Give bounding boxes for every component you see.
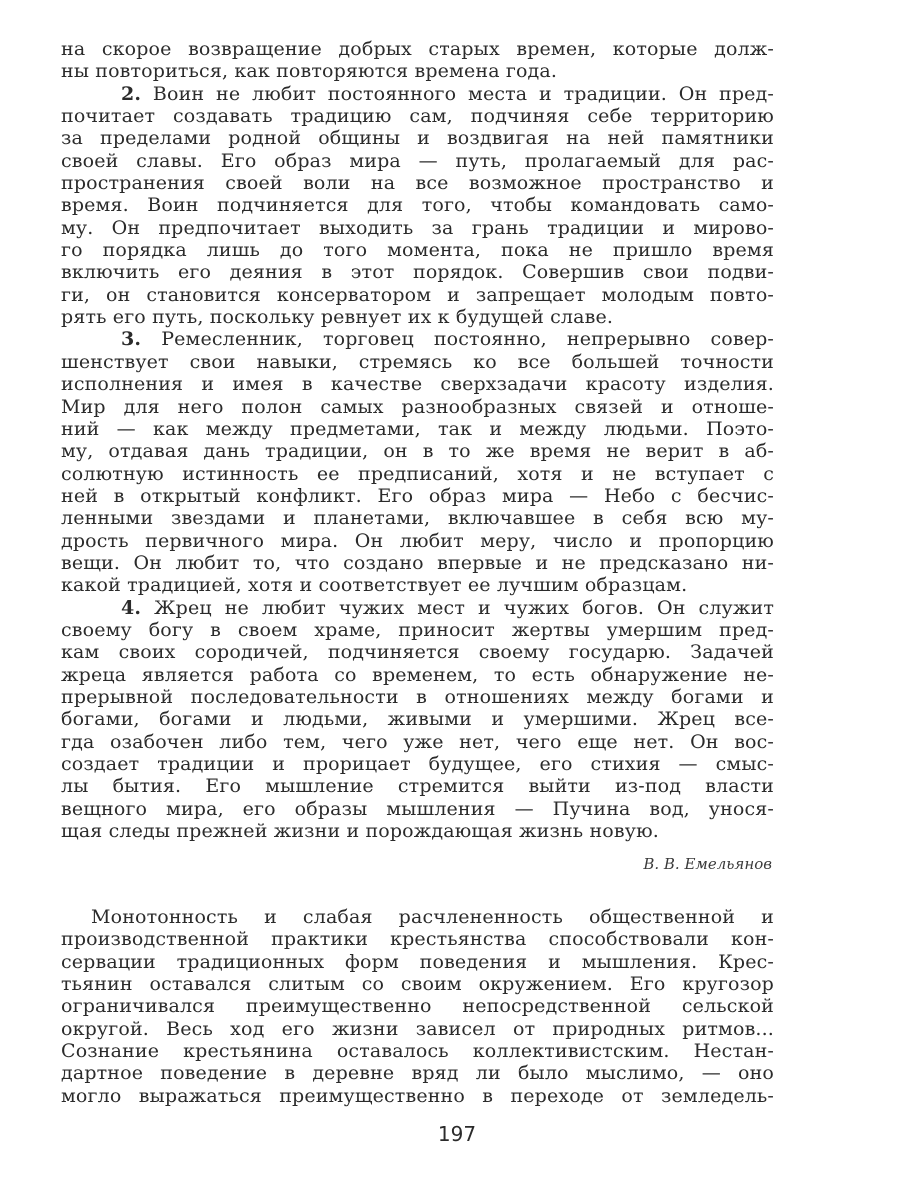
text-line — [61, 820, 774, 842]
text-line — [61, 686, 774, 708]
line-text: какой традицией, хотя и соответствует ее лучшим образцам. — [61, 574, 688, 597]
line-text: прерывной последовательности в отношениях между богами и — [61, 685, 774, 708]
line-text: на скорое возвращение добрых старых времен, которые долж- — [61, 38, 774, 60]
text-line — [61, 485, 774, 507]
text-line — [61, 973, 774, 995]
item-number: 2. — [121, 82, 142, 105]
line-text: дрость первичного мира. Он любит меру, число и пропорцию — [61, 529, 774, 552]
text-line — [61, 1018, 774, 1040]
line-text: включить его деяния в этот порядок. Совершив свои подви- — [61, 261, 774, 284]
text-line — [61, 60, 774, 82]
text-line — [61, 1085, 774, 1107]
text-line — [61, 731, 774, 753]
text-line — [61, 574, 774, 596]
text-line — [61, 507, 774, 529]
text-line — [61, 306, 774, 328]
line-text: вещного мира, его образы мышления — Пучина вод, унося- — [61, 797, 774, 820]
line-text: тьянин оставался слитым со своим окружением. Его кругозор — [61, 973, 774, 996]
line-text: вещи. Он любит то, что создано впервые и не предсказано ни- — [61, 551, 774, 574]
page-number: 197 — [437, 1122, 477, 1146]
line-text: му. Он предпочитает выходить за грань традиции и мирово- — [61, 216, 774, 239]
text-line — [61, 440, 774, 462]
text-line — [61, 928, 774, 950]
text-line — [61, 351, 774, 373]
text-line — [61, 708, 774, 730]
line-text: ны повториться, как повторяются времена года. — [61, 60, 558, 83]
line-text: Ремесленник, торговец постоянно, непрерывно совер- — [161, 328, 774, 351]
line-text: ней в открытый конфликт. Его образ мира — Небо с бесчис- — [61, 484, 774, 507]
excerpt-peasantry — [61, 906, 774, 1107]
text-line — [61, 194, 774, 216]
line-text: лы бытия. Его мышление стремится выйти из-под власти — [61, 775, 774, 798]
line-text: рять его путь, поскольку ревнует их к будущей славе. — [61, 306, 614, 329]
text-line — [61, 217, 774, 239]
text-line — [61, 396, 774, 418]
text-line — [61, 951, 774, 973]
line-text: му, отдавая дань традиции, он в то же время не верит в аб- — [61, 440, 774, 463]
line-text: округой. Весь ход его жизни зависел от природных ритмов... — [61, 1017, 774, 1040]
line-text: гда озабочен либо тем, чего уже нет, чего еще нет. Он вос- — [61, 730, 774, 753]
text-line — [61, 1062, 774, 1084]
line-text: кам своих сородичей, подчиняется своему государю. Задачей — [61, 641, 774, 664]
line-text: шенствует свои навыки, стремясь ко все большей точности — [61, 350, 774, 373]
text-line — [61, 1040, 774, 1062]
line-text: Монотонность и слабая расчлененность общественной и — [91, 906, 774, 928]
text-line — [61, 619, 774, 641]
author-attribution: В. В. Емельянов — [643, 855, 772, 873]
text-line — [61, 775, 774, 797]
text-line — [61, 105, 774, 127]
line-text: дартное поведение в деревне вряд ли было мыслимо, — оно — [61, 1062, 774, 1085]
line-text: ограничивался преимущественно непосредственной сельской — [61, 995, 774, 1018]
line-text: своей славы. Его образ мира — путь, пролагаемый для рас- — [61, 149, 774, 172]
text-line — [61, 664, 774, 686]
text-line — [61, 753, 774, 775]
line-text: сервации традиционных форм поведения и мышления. Крес- — [61, 950, 774, 973]
text-line — [61, 127, 774, 149]
line-text: жреца является работа со временем, то есть обнаружение не- — [61, 663, 774, 686]
text-line — [61, 284, 774, 306]
item-number: 4. — [121, 596, 142, 619]
excerpt-emelyanov — [61, 38, 774, 842]
line-text: ги, он становится консерватором и запрещает молодым повто- — [61, 283, 774, 306]
line-text: солютную истинность ее предписаний, хотя и не вступает с — [61, 462, 774, 485]
line-text: Воин не любит постоянного места и традиции. Он пред- — [152, 82, 774, 105]
line-text: своему богу в своем храме, приносит жертвы умершим пред- — [61, 618, 774, 641]
line-text: Мир для него полон самых разнообразных связей и отноше- — [61, 395, 774, 418]
line-text: производственной практики крестьянства способствовали кон- — [61, 928, 774, 951]
text-line — [61, 995, 774, 1017]
text-line — [61, 261, 774, 283]
line-text: пространения своей воли на все возможное пространство и — [61, 172, 774, 195]
text-line — [61, 150, 774, 172]
line-text: время. Воин подчиняется для того, чтобы командовать само- — [61, 194, 774, 217]
text-line — [61, 906, 774, 928]
line-text: могло выражаться преимущественно в переходе от земледель- — [61, 1084, 774, 1107]
line-text: ленными звездами и планетами, включавшее в себя всю му- — [61, 507, 774, 530]
text-line — [61, 172, 774, 194]
text-line — [61, 552, 774, 574]
line-text: почитает создавать традицию сам, подчиняя себе территорию — [61, 105, 774, 128]
text-line — [61, 463, 774, 485]
line-text: щая следы прежней жизни и порождающая жизнь новую. — [61, 820, 659, 843]
text-line — [61, 798, 774, 820]
line-text: создает традиции и прорицает будущее, его стихия — смыс- — [61, 753, 774, 775]
text-line — [61, 597, 774, 619]
line-text: исполнения и имея в качестве сверхзадачи красоту изделия. — [61, 373, 774, 396]
line-text: Жрец не любит чужих мест и чужих богов. Он служит — [154, 596, 774, 619]
line-text: Сознание крестьянина оставалось коллективистским. Нестан- — [61, 1040, 774, 1063]
line-text: ний — как между предметами, так и между людьми. Поэто- — [61, 417, 774, 440]
text-line — [61, 38, 774, 60]
text-line — [61, 641, 774, 663]
line-text: богами, богами и людьми, живыми и умершими. Жрец все- — [61, 708, 774, 731]
text-line — [61, 418, 774, 440]
item-number: 3. — [121, 328, 142, 351]
line-text: го порядка лишь до того момента, пока не пришло время — [61, 239, 774, 262]
text-line — [61, 83, 774, 105]
text-line — [61, 373, 774, 395]
line-text: за пределами родной общины и воздвигая на ней памятники — [61, 127, 774, 150]
text-line — [61, 328, 774, 350]
text-line — [61, 239, 774, 261]
text-line — [61, 530, 774, 552]
